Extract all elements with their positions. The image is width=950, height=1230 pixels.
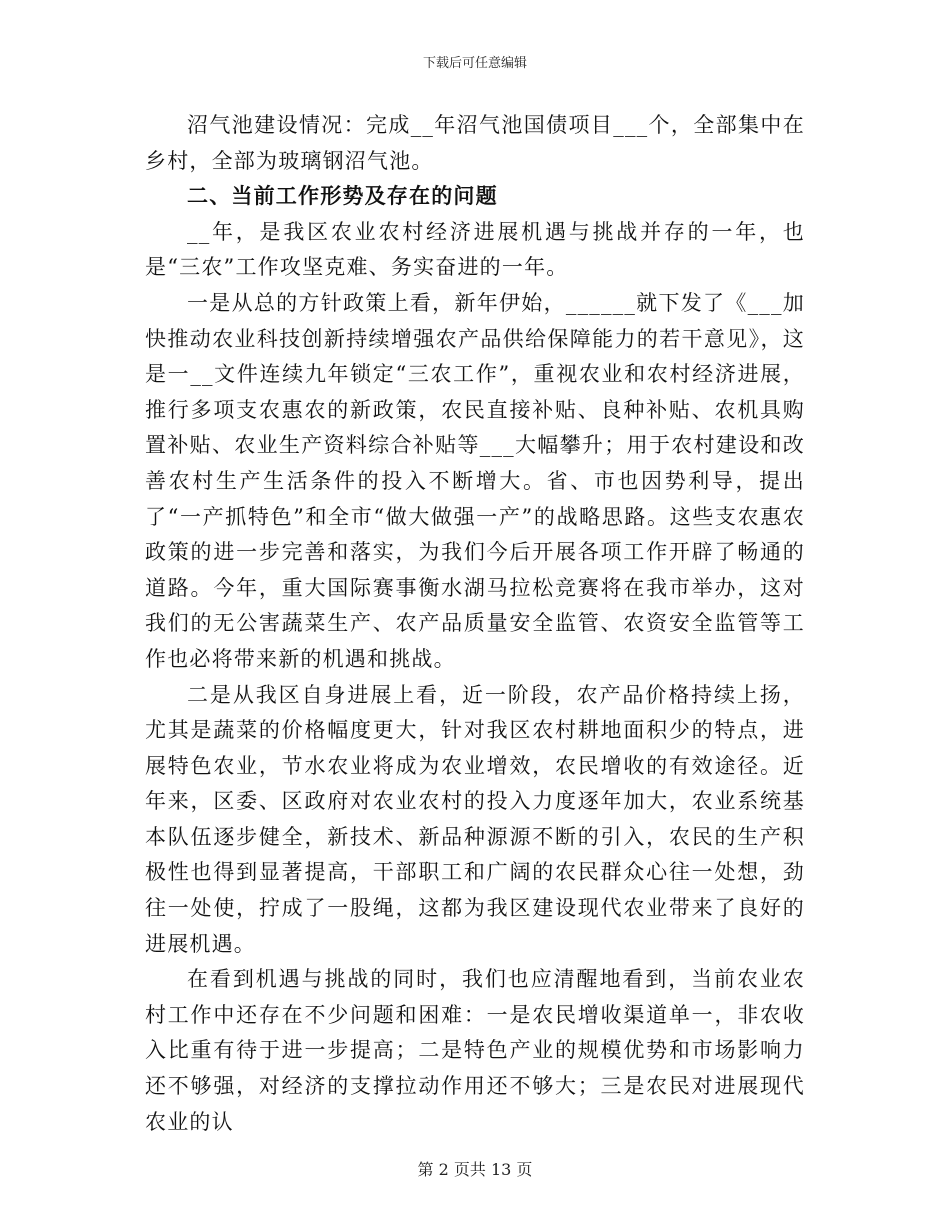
paragraph-intro: __年，是我区农业农村经济进展机遇与挑战并存的一年，也是“三农”工作攻坚克难、务实奋进的一年。 — [145, 219, 805, 280]
page-footer: 第 2 页共 13 页 — [417, 1160, 533, 1179]
paragraph-policy: 一是从总的方针政策上看，新年伊始，______就下发了《___加快推动农业科技创新持续增强农产品供给保障能力的若干意见》，这是一__文件连续九年锁定“三农工作”，重视农业和农村经济进展，推行多项支农惠农的新政策，农民直接补贴、良种补贴、农机具购置补贴、农业生产资料综合补贴等___大幅攀升；用于农村建设和改善农村生产生活条件的投入不断增大。省、市也因势利导，提出了“一产抓特色”和全市“做大做强一产”的战略思路。这些支农惠农政策的进一步完善和落实，为我们今后开展各项工作开辟了畅通的道路。今年，重大国际赛事衡水湖马拉松竞赛将在我市举办，这对我们的无公害蔬菜生产、农产品质量安全监管、农资安全监管等工作也必将带来新的机遇和挑战。 — [145, 290, 805, 671]
paragraph-local: 二是从我区自身进展上看，近一阶段，农产品价格持续上扬，尤其是蔬菜的价格幅度更大，针对我区农村耕地面积少的特点，进展特色农业，节水农业将成为农业增效，农民增收的有效途径。近年来，区委、区政府对农业农村的投入力度逐年加大，农业系统基本队伍逐步健全，新技术、新品种源源不断的引入，农民的生产积极性也得到显著提高，干部职工和广阔的农民群众心往一处想，劲往一处使，拧成了一股绳，这都为我区建设现代农业带来了良好的进展机遇。 — [145, 682, 805, 956]
paragraph-biogas: 沼气池建设情况：完成__年沼气池国债项目___个，全部集中在乡村，全部为玻璃钢沼气池。 — [145, 113, 805, 173]
document-body — [145, 108, 805, 1140]
section-heading: 二、当前工作形势及存在的问题 — [187, 184, 498, 209]
page-header: 下载后可任意编辑 — [422, 56, 527, 71]
paragraph-problems: 在看到机遇与挑战的同时，我们也应清醒地看到，当前农业农村工作中还存在不少问题和困难：一是农民增收渠道单一，非农收入比重有待于进一步提高；二是特色产业的规模优势和市场影响力还不够强，对经济的支撑拉动作用还不够大；三是农民对进展现代农业的认 — [145, 967, 805, 1134]
